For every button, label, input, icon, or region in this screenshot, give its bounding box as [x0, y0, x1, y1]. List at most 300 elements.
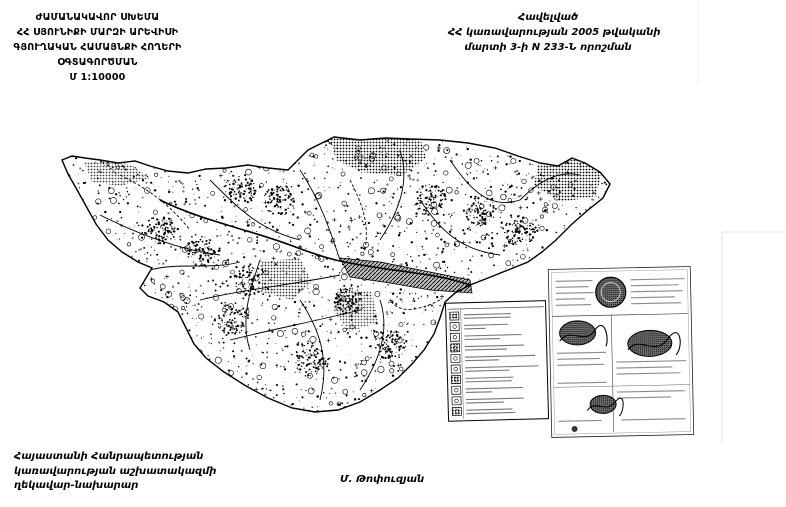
map-speckle	[66, 142, 68, 144]
map-speckle	[208, 401, 209, 402]
map-speckle	[313, 165, 314, 166]
map-speckle	[65, 329, 67, 331]
map-speckle	[153, 309, 154, 310]
map-speckle	[375, 371, 376, 372]
map-speckle	[86, 306, 87, 307]
map-speckle	[293, 170, 295, 172]
map-speckle	[230, 313, 231, 314]
map-speckle	[460, 155, 461, 156]
map-speckle	[388, 325, 389, 326]
map-speckle	[433, 307, 434, 308]
map-speckle	[355, 299, 357, 301]
map-speckle	[70, 408, 71, 409]
map-speckle	[454, 212, 455, 213]
map-speckle	[544, 209, 546, 211]
map-speckle	[166, 223, 168, 225]
map-speckle	[299, 400, 300, 401]
map-speckle	[294, 253, 295, 254]
map-speckle	[205, 413, 206, 414]
map-speckle	[344, 296, 346, 298]
map-speckle	[517, 231, 518, 232]
map-speckle	[194, 412, 195, 413]
map-speckle	[416, 346, 418, 348]
map-speckle	[237, 184, 238, 185]
map-speckle	[379, 233, 381, 235]
map-speckle	[249, 270, 250, 271]
map-speckle	[433, 197, 435, 199]
map-speckle	[272, 193, 274, 195]
map-speckle	[129, 149, 130, 150]
map-speckle	[187, 380, 189, 382]
map-speckle	[181, 313, 183, 315]
map-speckle	[258, 157, 259, 158]
map-speckle	[238, 284, 239, 285]
land-symbol	[162, 358, 166, 362]
map-speckle	[527, 225, 528, 226]
map-speckle	[194, 199, 196, 201]
map-speckle	[155, 289, 156, 290]
map-speckle	[493, 207, 495, 209]
map-speckle	[329, 300, 330, 301]
map-speckle	[331, 144, 332, 145]
map-speckle	[541, 246, 543, 248]
map-speckle	[232, 319, 234, 321]
map-speckle	[179, 167, 181, 169]
map-speckle	[594, 242, 596, 244]
map-speckle	[347, 256, 348, 257]
map-speckle	[390, 330, 392, 332]
map-speckle	[412, 399, 413, 400]
map-speckle	[267, 343, 269, 345]
map-speckle	[232, 311, 233, 312]
map-speckle	[268, 173, 269, 174]
map-speckle	[289, 193, 290, 194]
map-speckle	[66, 278, 67, 279]
map-speckle	[304, 352, 306, 354]
map-speckle	[336, 301, 338, 303]
map-speckle	[515, 234, 516, 235]
map-speckle	[196, 222, 197, 223]
map-speckle	[500, 226, 502, 228]
map-speckle	[88, 147, 90, 149]
map-speckle	[234, 191, 236, 193]
map-speckle	[164, 319, 165, 320]
map-speckle	[467, 209, 468, 210]
legend-illegible-text	[466, 392, 492, 393]
map-speckle	[425, 203, 426, 204]
map-speckle	[358, 307, 360, 309]
map-speckle	[75, 194, 76, 195]
map-speckle	[501, 290, 502, 291]
map-speckle	[119, 238, 120, 239]
map-speckle	[191, 403, 193, 405]
map-speckle	[246, 185, 247, 186]
map-speckle	[429, 187, 430, 188]
map-speckle	[227, 334, 228, 335]
map-speckle	[222, 347, 224, 349]
map-speckle	[276, 201, 277, 202]
map-speckle	[437, 376, 438, 377]
map-speckle	[116, 256, 118, 258]
map-speckle	[347, 166, 348, 167]
map-speckle	[151, 246, 152, 247]
map-speckle	[185, 198, 187, 200]
map-speckle	[123, 168, 124, 169]
map-speckle	[520, 220, 522, 222]
map-speckle	[299, 360, 300, 361]
map-speckle	[241, 376, 243, 378]
map-speckle	[378, 337, 379, 338]
map-speckle	[257, 272, 258, 273]
map-speckle	[386, 313, 388, 315]
map-speckle	[349, 288, 350, 289]
map-speckle	[225, 185, 227, 187]
map-speckle	[434, 382, 435, 383]
map-speckle	[203, 260, 204, 261]
map-speckle	[517, 223, 518, 224]
map-speckle	[249, 279, 251, 281]
map-speckle	[362, 155, 364, 157]
tree-symbol	[220, 139, 226, 145]
map-speckle	[470, 207, 471, 208]
map-speckle	[516, 170, 518, 172]
map-speckle	[132, 306, 134, 308]
map-speckle	[398, 234, 400, 236]
map-speckle	[477, 197, 479, 199]
map-speckle	[505, 268, 506, 269]
map-speckle	[296, 343, 298, 345]
map-speckle	[529, 163, 531, 165]
map-speckle	[517, 267, 519, 269]
map-speckle	[397, 370, 399, 372]
map-speckle	[229, 329, 231, 331]
map-speckle	[602, 239, 604, 241]
map-speckle	[327, 331, 328, 332]
map-speckle	[249, 359, 251, 361]
map-speckle	[468, 268, 470, 270]
map-speckle	[361, 284, 362, 285]
map-speckle	[382, 344, 384, 346]
map-speckle	[523, 250, 524, 251]
map-speckle	[316, 221, 318, 223]
map-speckle	[147, 341, 148, 342]
map-speckle	[468, 274, 470, 276]
map-speckle	[246, 358, 248, 360]
map-speckle	[441, 193, 443, 195]
map-speckle	[128, 194, 130, 196]
map-speckle	[293, 295, 295, 297]
map-speckle	[466, 212, 468, 214]
map-speckle	[271, 194, 272, 195]
map-speckle	[221, 206, 222, 207]
map-speckle	[568, 147, 569, 148]
map-speckle	[304, 210, 306, 212]
map-speckle	[213, 320, 214, 321]
map-speckle	[450, 228, 452, 230]
map-speckle	[430, 342, 432, 344]
map-speckle	[512, 232, 513, 233]
map-speckle	[251, 208, 252, 209]
map-speckle	[99, 184, 101, 186]
map-speckle	[409, 160, 411, 162]
map-speckle	[308, 341, 309, 342]
map-speckle	[211, 338, 212, 339]
map-speckle	[290, 134, 292, 136]
map-speckle	[266, 388, 268, 390]
map-speckle	[411, 360, 412, 361]
map-speckle	[583, 237, 584, 238]
map-speckle	[79, 187, 80, 188]
map-speckle	[296, 351, 298, 353]
map-speckle	[399, 232, 401, 234]
map-speckle	[247, 331, 248, 332]
map-speckle	[60, 221, 62, 223]
map-speckle	[107, 401, 109, 403]
map-speckle	[147, 374, 148, 375]
map-speckle	[369, 255, 370, 256]
map-speckle	[115, 233, 117, 235]
map-speckle	[78, 216, 80, 218]
map-speckle	[425, 150, 426, 151]
map-speckle	[231, 235, 233, 237]
map-speckle	[325, 360, 327, 362]
map-speckle	[452, 297, 454, 299]
map-speckle	[359, 233, 361, 235]
map-speckle	[221, 161, 223, 163]
map-speckle	[340, 225, 342, 227]
map-speckle	[312, 255, 313, 256]
map-speckle	[558, 208, 560, 210]
map-speckle	[440, 207, 441, 208]
map-speckle	[444, 198, 446, 200]
map-speckle	[569, 163, 570, 164]
map-speckle	[505, 182, 506, 183]
map-speckle	[257, 381, 258, 382]
map-speckle	[404, 192, 406, 194]
map-speckle	[261, 352, 262, 353]
map-speckle	[379, 411, 381, 413]
map-speckle	[134, 286, 136, 288]
map-speckle	[171, 334, 173, 336]
map-speckle	[273, 397, 275, 399]
map-speckle	[90, 245, 91, 246]
map-speckle	[472, 149, 473, 150]
map-speckle	[372, 153, 374, 155]
title-line-4: ՕԳՏԱԳՈՐԾՄԱՆ	[57, 57, 138, 68]
map-speckle	[154, 189, 156, 191]
map-speckle	[287, 234, 288, 235]
map-speckle	[235, 198, 237, 200]
map-speckle	[134, 167, 135, 168]
map-speckle	[332, 158, 334, 160]
map-speckle	[141, 292, 142, 293]
map-speckle	[387, 334, 389, 336]
map-speckle	[113, 391, 114, 392]
map-speckle	[231, 252, 233, 254]
approval-line-2: մարտի 3-ի N 233-Ն որոշման	[464, 42, 632, 53]
map-speckle	[431, 199, 432, 200]
map-speckle	[607, 198, 609, 200]
map-speckle	[503, 292, 505, 294]
map-speckle	[270, 279, 272, 281]
map-speckle	[517, 240, 518, 241]
map-speckle	[291, 354, 293, 356]
map-speckle	[444, 387, 445, 388]
map-speckle	[317, 406, 318, 407]
map-speckle	[375, 338, 376, 339]
map-speckle	[383, 340, 384, 341]
map-speckle	[404, 334, 405, 335]
map-speckle	[260, 250, 262, 252]
map-speckle	[521, 226, 523, 228]
map-speckle	[238, 176, 239, 177]
map-speckle	[155, 234, 157, 236]
map-speckle	[241, 183, 243, 185]
map-speckle	[235, 331, 237, 333]
map-speckle	[97, 139, 99, 141]
map-speckle	[212, 323, 214, 325]
map-speckle	[201, 236, 203, 238]
map-speckle	[219, 397, 220, 398]
map-speckle	[329, 187, 331, 189]
map-speckle	[75, 349, 77, 351]
map-speckle	[290, 240, 291, 241]
map-speckle	[303, 363, 305, 365]
map-speckle	[233, 205, 235, 207]
map-speckle	[388, 167, 389, 168]
map-speckle	[555, 264, 558, 267]
map-speckle	[194, 305, 195, 306]
map-speckle	[335, 308, 337, 310]
map-speckle	[559, 152, 561, 154]
map-speckle	[249, 219, 250, 220]
map-speckle	[182, 385, 184, 387]
tree-symbol	[207, 368, 211, 372]
map-speckle	[168, 218, 170, 220]
map-speckle	[195, 146, 196, 147]
map-speckle	[147, 348, 149, 350]
map-speckle	[562, 205, 563, 206]
map-speckle	[221, 157, 222, 158]
land-symbol	[532, 269, 536, 273]
map-speckle	[475, 232, 476, 233]
map-speckle	[416, 191, 418, 193]
map-speckle	[442, 141, 443, 142]
tree-symbol	[200, 152, 203, 155]
map-speckle	[490, 205, 492, 207]
map-speckle	[387, 341, 388, 342]
map-speckle	[274, 275, 275, 276]
map-speckle	[564, 225, 565, 226]
map-speckle	[404, 350, 405, 351]
map-speckle	[137, 376, 138, 377]
map-speckle	[131, 268, 133, 270]
map-speckle	[212, 379, 214, 381]
map-speckle	[475, 211, 476, 212]
map-speckle	[245, 366, 246, 367]
map-speckle	[380, 408, 382, 410]
map-speckle	[362, 220, 364, 222]
map-speckle	[478, 202, 479, 203]
map-speckle	[364, 157, 366, 159]
map-speckle	[223, 159, 224, 160]
map-speckle	[402, 353, 403, 354]
map-speckle	[258, 291, 260, 293]
map-speckle	[366, 221, 367, 222]
approval-block	[448, 10, 661, 55]
map-speckle	[285, 307, 287, 309]
map-speckle	[301, 191, 302, 192]
map-speckle	[318, 366, 320, 368]
map-speckle	[258, 290, 259, 291]
map-speckle	[336, 254, 337, 255]
map-speckle	[429, 190, 431, 192]
map-speckle	[437, 247, 439, 249]
map-speckle	[168, 237, 169, 238]
map-speckle	[595, 207, 596, 208]
map-speckle	[477, 209, 479, 211]
map-speckle	[353, 304, 354, 305]
map-speckle	[228, 231, 230, 233]
map-speckle	[322, 324, 323, 325]
map-speckle	[406, 164, 407, 165]
map-speckle	[141, 398, 143, 400]
map-speckle	[278, 194, 279, 195]
map-speckle	[400, 288, 402, 290]
map-speckle	[610, 202, 612, 204]
map-speckle	[97, 306, 99, 308]
map-speckle	[364, 250, 365, 251]
map-speckle	[203, 382, 204, 383]
map-speckle	[235, 409, 237, 411]
map-speckle	[268, 189, 270, 191]
map-speckle	[252, 378, 254, 380]
map-speckle	[179, 235, 181, 237]
map-speckle	[232, 350, 234, 352]
map-speckle	[111, 294, 112, 295]
map-speckle	[469, 229, 471, 231]
map-speckle	[167, 212, 169, 214]
map-speckle	[245, 277, 246, 278]
map-speckle	[473, 289, 474, 290]
map-speckle	[481, 160, 483, 162]
map-speckle	[141, 224, 143, 226]
map-speckle	[220, 235, 221, 236]
map-speckle	[513, 193, 515, 195]
map-speckle	[104, 369, 105, 370]
map-speckle	[125, 229, 126, 230]
map-speckle	[138, 310, 139, 311]
map-speckle	[416, 147, 417, 148]
map-speckle	[450, 233, 451, 234]
map-speckle	[349, 290, 351, 292]
map-speckle	[285, 337, 287, 339]
map-speckle	[357, 290, 358, 291]
map-speckle	[248, 268, 249, 269]
map-speckle	[264, 165, 266, 167]
map-speckle	[230, 391, 231, 392]
map-speckle	[272, 213, 274, 215]
map-speckle	[282, 189, 284, 191]
map-speckle	[546, 229, 548, 231]
map-speckle	[349, 229, 350, 230]
map-speckle	[240, 315, 241, 316]
map-speckle	[466, 147, 467, 148]
map-speckle	[339, 185, 340, 186]
map-speckle	[585, 230, 586, 231]
map-speckle	[171, 323, 173, 325]
map-speckle	[243, 197, 244, 198]
